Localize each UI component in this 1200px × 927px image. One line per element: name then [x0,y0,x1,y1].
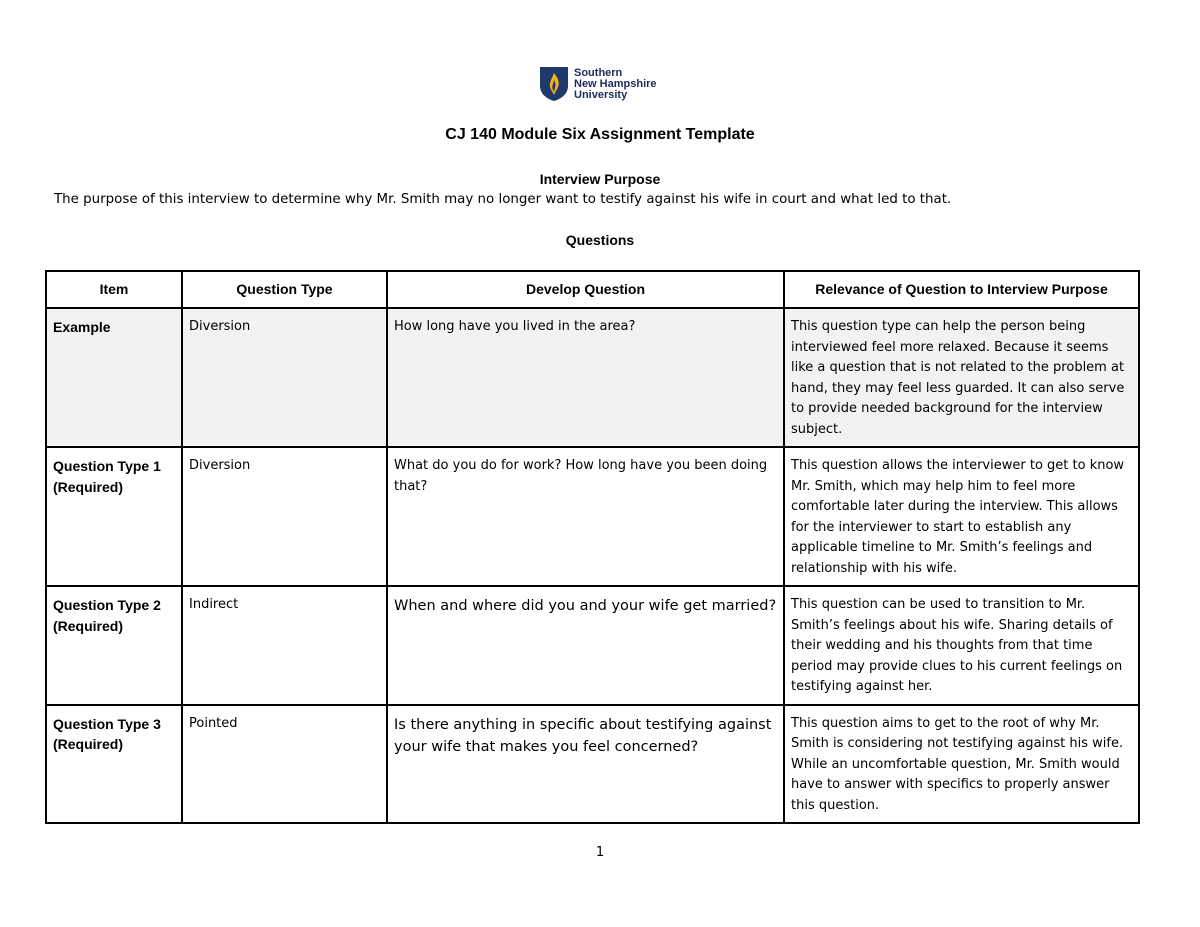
row-question-type: Diversion [182,447,387,586]
row-question: What do you do for work? How long have you been doing that? [387,447,784,586]
row-relevance: This question allows the interviewer to get to know Mr. Smith, which may help him to feel more comfortable later during the interview. This allows for the interviewer to start to establish any applicable timeline to Mr. Smith’s feelings and relationship with his wife. [784,447,1139,586]
header-item: Item [46,271,182,308]
header-relevance: Relevance of Question to Interview Purpose [784,271,1139,308]
row-question-type: Pointed [182,705,387,824]
table-header-row [46,271,1139,308]
row-question: When and where did you and your wife get married? [387,586,784,705]
questions-table [45,270,1140,824]
table-row [46,308,1139,447]
document-title: CJ 140 Module Six Assignment Template [445,126,755,143]
university-logo [539,64,669,104]
table-row [46,705,1139,824]
table-row [46,447,1139,586]
header-develop-question: Develop Question [387,271,784,308]
header-question-type: Question Type [182,271,387,308]
row-question: How long have you lived in the area? [387,308,784,447]
table-row [46,586,1139,705]
logo-line-2: New Hampshire [574,77,657,90]
page-number: 1 [595,845,605,860]
row-question: Is there anything in specific about testifying against your wife that makes you feel concerned? [387,705,784,824]
logo-line-3: University [574,88,628,101]
questions-heading: Questions [565,232,635,248]
row-relevance: This question aims to get to the root of why Mr. Smith is considering not testifying against his wife. While an uncomfortable question, Mr. Smith would have to answer with specifics to properly answer this question. [784,705,1139,824]
row-relevance: This question can be used to transition to Mr. Smith’s feelings about his wife. Sharing details of their wedding and his thoughts from that time period may provide clues to his current feelings on testifying against her. [784,586,1139,705]
row-item: Question Type 1 (Required) [46,447,182,586]
row-item: Example [46,308,182,447]
row-relevance: This question type can help the person being interviewed feel more relaxed. Because it seems like a question that is not related to the problem at hand, they may feel less guarded. It can also serve to provide needed background for the interview subject. [784,308,1139,447]
row-item: Question Type 3 (Required) [46,705,182,824]
logo-line-1: Southern [574,66,623,79]
row-question-type: Indirect [182,586,387,705]
shield-flame-icon [539,66,569,102]
interview-purpose-text: The purpose of this interview to determine why Mr. Smith may no longer want to testify against his wife in court and what led to that. [54,192,952,207]
row-item: Question Type 2 (Required) [46,586,182,705]
row-question-type: Diversion [182,308,387,447]
interview-purpose-heading: Interview Purpose [539,171,661,187]
